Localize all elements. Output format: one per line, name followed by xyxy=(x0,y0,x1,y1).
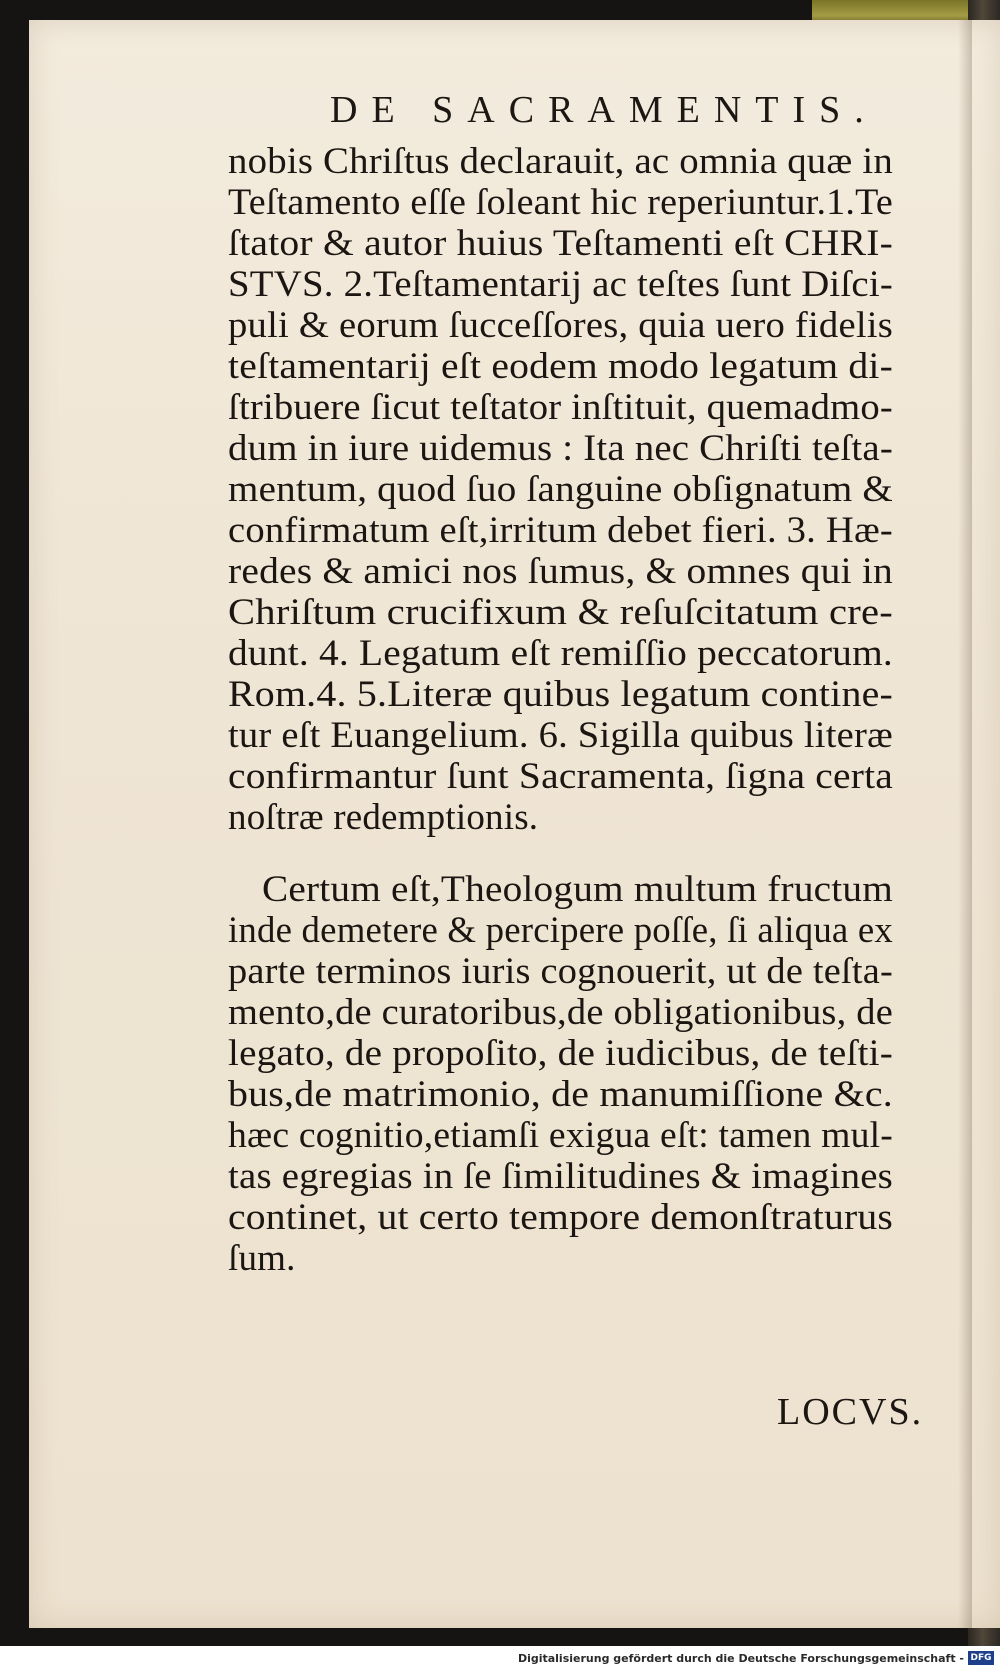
text-line: confirmantur ſunt Sacramenta, ſigna certa xyxy=(228,756,893,797)
catchword: LOCVS. xyxy=(777,1391,924,1433)
text-line: ſtribuere ſicut teſtator inſtituit, quemadmo- xyxy=(228,387,893,428)
text-line: tur eſt Euangelium. 6. Sigilla quibus literæ xyxy=(228,715,893,756)
text-line: bus,de matrimonio, de manumiſſione &c. xyxy=(228,1074,893,1115)
text-line: Chriſtum crucifixum & reſuſcitatum cre- xyxy=(228,592,893,633)
text-line: confirmatum eſt,irritum debet fieri. 3. Hæ- xyxy=(228,510,893,551)
text-line: continet, ut certo tempore demonſtraturus xyxy=(228,1197,893,1238)
text-line: noſtræ redemptionis. xyxy=(228,797,539,838)
text-line: inde demetere & percipere poſſe, ſi aliqua ex xyxy=(228,910,893,951)
text-line: nobis Chriſtus declarauit, ac omnia quæ in xyxy=(228,141,893,182)
text-line: legato, de propoſito, de iudicibus, de teſti- xyxy=(228,1033,893,1074)
text-line: redes & amici nos ſumus, & omnes qui in xyxy=(228,551,893,592)
text-line: ſtator & autor huius Teſtamenti eſt CHRI- xyxy=(228,223,893,264)
text-line: Certum eſt,Theologum multum fructum xyxy=(262,869,893,910)
text-line: ſum. xyxy=(228,1238,296,1279)
text-line: Teſtamento eſſe ſoleant hic reperiuntur.1.Te xyxy=(228,182,893,223)
text-line: tas egregias in ſe ſimilitudines & imagines xyxy=(228,1156,893,1197)
text-line: teſtamentarij eſt eodem modo legatum di- xyxy=(228,346,893,387)
footer-credit: Digitalisierung gefördert durch die Deutsche Forschungsgemeinschaft - xyxy=(517,1652,964,1665)
text-line: Rom.4. 5.Literæ quibus legatum contine- xyxy=(228,674,893,715)
text-line: puli & eorum ſucceſſores, quia uero fidelis xyxy=(228,305,893,346)
text-line: STVS. 2.Teſtamentarij ac teſtes ſunt Diſci- xyxy=(228,264,893,305)
dfg-logo: DFG xyxy=(968,1651,994,1665)
text-line: mentum, quod ſuo ſanguine obſignatum & xyxy=(228,469,893,510)
text-line: hæc cognitio,etiamſi exigua eſt: tamen mul- xyxy=(228,1115,894,1156)
text-line: mento,de curatoribus,de obligationibus, de xyxy=(228,992,893,1033)
text-line: dunt. 4. Legatum eſt remiſſio peccatorum. xyxy=(228,633,893,674)
running-head: DE SACRAMENTIS. xyxy=(330,89,878,131)
text-line: parte terminos iuris cognouerit, ut de teſta- xyxy=(228,951,893,992)
page-fold-shadow xyxy=(958,20,972,1628)
text-line: dum in iure uidemus : Ita nec Chriſti teſta- xyxy=(228,428,894,469)
